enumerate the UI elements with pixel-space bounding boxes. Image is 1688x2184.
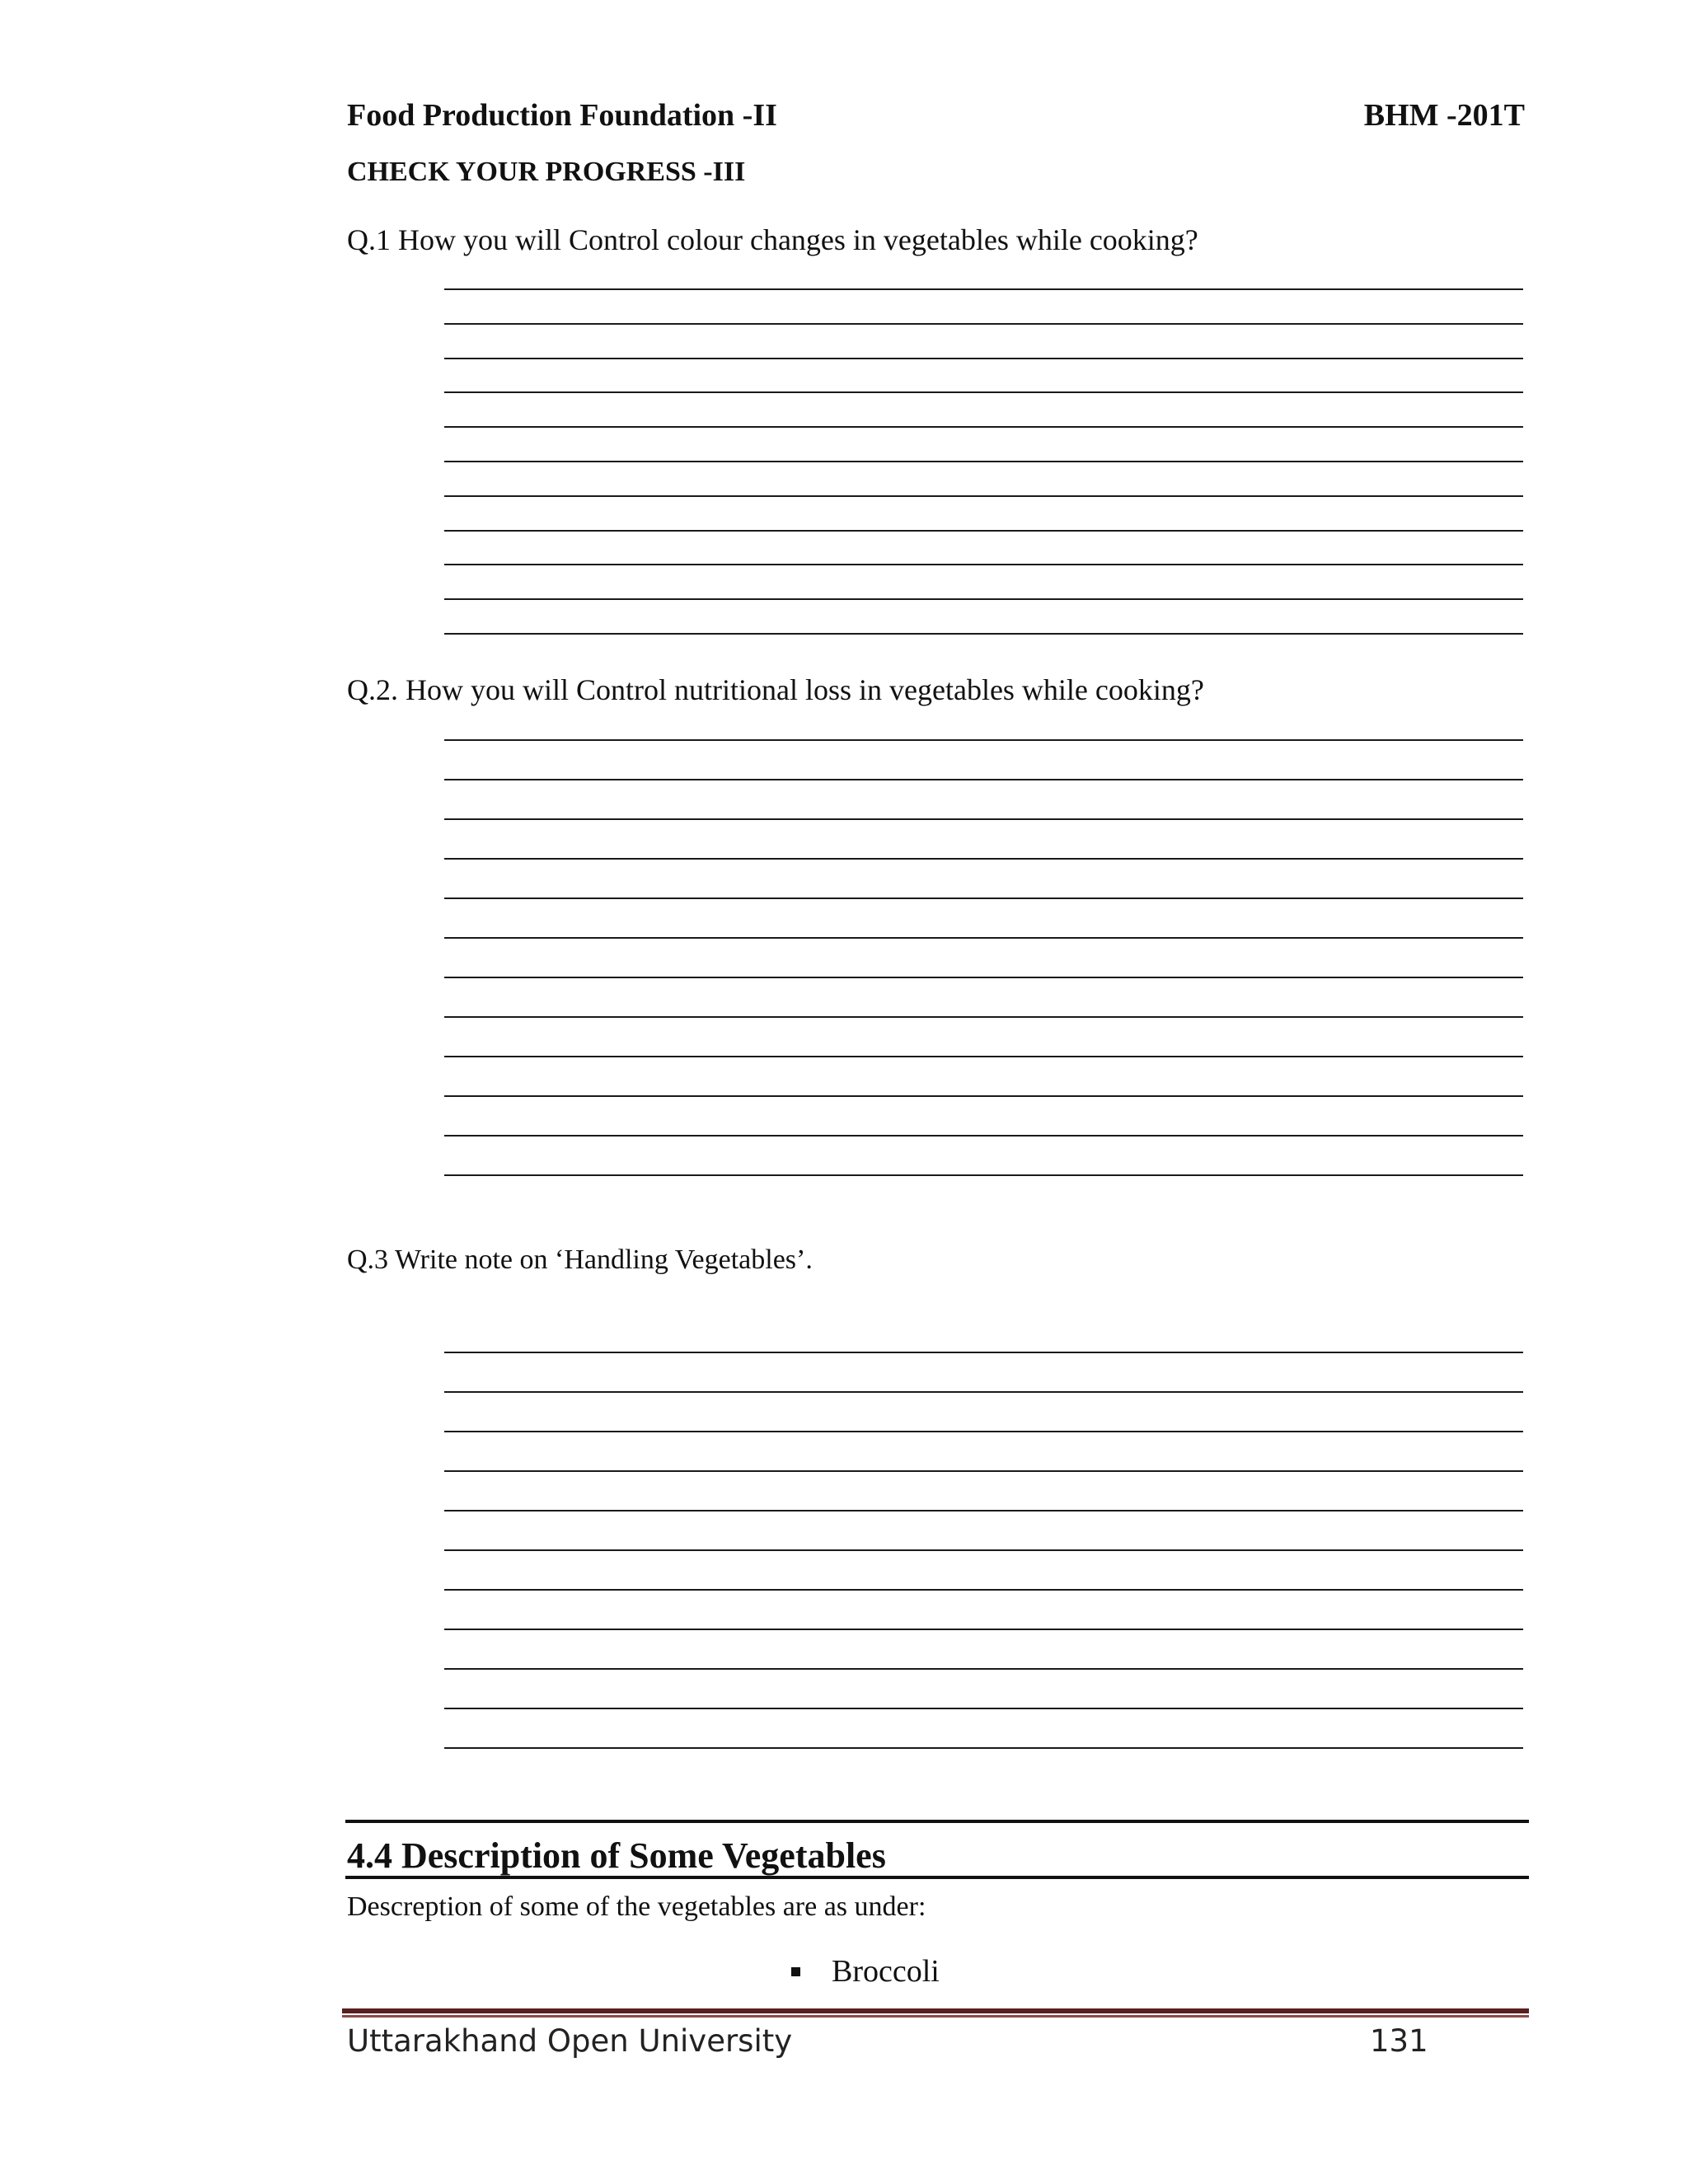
answer-line[interactable]: [444, 1174, 1523, 1176]
answer-line[interactable]: [444, 288, 1523, 290]
answer-line[interactable]: [444, 461, 1523, 462]
answer-line[interactable]: [444, 1135, 1523, 1137]
answer-lines-q3[interactable]: [444, 1352, 1523, 1755]
answer-line[interactable]: [444, 530, 1523, 532]
answer-line[interactable]: [444, 426, 1523, 428]
progress-heading: CHECK YOUR PROGRESS -III: [347, 157, 746, 187]
course-code: BHM -201T: [1363, 98, 1525, 133]
answer-line[interactable]: [444, 1470, 1523, 1472]
section-heading: 4.4 Description of Some Vegetables: [347, 1835, 886, 1876]
answer-lines-q1[interactable]: [444, 288, 1523, 639]
course-title: Food Production Foundation -II: [347, 98, 777, 133]
answer-line[interactable]: [444, 1056, 1523, 1057]
answer-line[interactable]: [444, 1510, 1523, 1511]
answer-lines-q2[interactable]: [444, 739, 1523, 1176]
answer-line[interactable]: [444, 739, 1523, 741]
page-number: 131: [1370, 2023, 1428, 2059]
answer-line[interactable]: [444, 1747, 1523, 1749]
answer-line[interactable]: [444, 1352, 1523, 1353]
answer-line[interactable]: [444, 1431, 1523, 1432]
answer-line[interactable]: [444, 598, 1523, 600]
answer-line[interactable]: [444, 1391, 1523, 1393]
answer-line[interactable]: [444, 1589, 1523, 1591]
answer-line[interactable]: [444, 1668, 1523, 1670]
question-1: Q.1 How you will Control colour changes in vegetables while cooking?: [347, 223, 1198, 256]
answer-line[interactable]: [444, 937, 1523, 939]
answer-line[interactable]: [444, 391, 1523, 393]
answer-line[interactable]: [444, 1708, 1523, 1709]
question-3: Q.3 Write note on ‘Handling Vegetables’.: [347, 1244, 813, 1275]
answer-line[interactable]: [444, 818, 1523, 820]
answer-line[interactable]: [444, 495, 1523, 497]
answer-line[interactable]: [444, 358, 1523, 359]
list-item-label: Broccoli: [832, 1954, 940, 1989]
answer-line[interactable]: [444, 779, 1523, 780]
question-2: Q.2. How you will Control nutritional loss in vegetables while cooking?: [347, 673, 1204, 706]
list-item: [791, 1953, 940, 1990]
section-intro: Descreption of some of the vegetables are as under:: [347, 1891, 926, 1922]
answer-line[interactable]: [444, 1016, 1523, 1018]
answer-line[interactable]: [444, 898, 1523, 899]
answer-line[interactable]: [444, 1549, 1523, 1551]
answer-line[interactable]: [444, 977, 1523, 978]
footer-rule: [342, 2008, 1529, 2013]
section-bottom-rule: [345, 1876, 1529, 1879]
answer-line[interactable]: [444, 564, 1523, 565]
answer-line[interactable]: [444, 633, 1523, 635]
answer-line[interactable]: [444, 323, 1523, 325]
square-bullet-icon: [791, 1967, 800, 1976]
answer-line[interactable]: [444, 1095, 1523, 1097]
footer-rule-accent: [342, 2015, 1529, 2018]
section-top-rule: [345, 1820, 1529, 1823]
answer-line[interactable]: [444, 1629, 1523, 1630]
answer-line[interactable]: [444, 858, 1523, 860]
footer-university: Uttarakhand Open University: [347, 2023, 793, 2059]
